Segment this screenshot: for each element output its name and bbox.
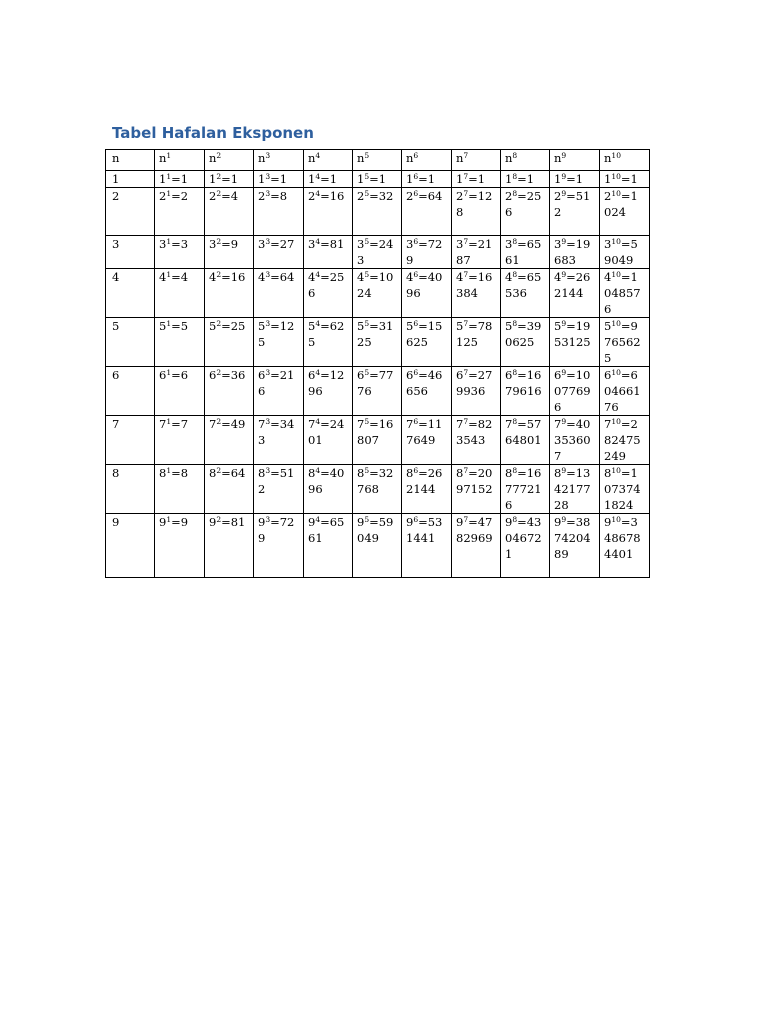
power-cell: $1^7=1$ bbox=[452, 171, 501, 188]
power-cell: $1^1=1$ bbox=[155, 171, 205, 188]
exponent: 8 bbox=[512, 151, 518, 160]
power-cell: $3^7=2187$ bbox=[452, 236, 501, 269]
exponent: 7 bbox=[463, 172, 469, 181]
base-cell: 6 bbox=[106, 367, 155, 416]
exponent: 9 bbox=[561, 151, 567, 160]
exponent: 1 bbox=[166, 417, 172, 426]
power-cell: $9^8=43046721$ bbox=[501, 514, 550, 578]
power-cell: $4^9=262144$ bbox=[550, 269, 600, 318]
exponent: 10 bbox=[611, 237, 621, 246]
exponent: 10 bbox=[611, 515, 621, 524]
table-row bbox=[106, 514, 650, 578]
power-cell: $2^4=16$ bbox=[304, 188, 353, 236]
power-cell: $5^9=1953125$ bbox=[550, 318, 600, 367]
exponent: 5 bbox=[364, 237, 370, 246]
header-cell-power: $n^8$ bbox=[501, 150, 550, 171]
base-cell: 4 bbox=[106, 269, 155, 318]
exponent: 9 bbox=[561, 515, 567, 524]
exponent: 3 bbox=[265, 417, 271, 426]
power-cell: $2^2=4$ bbox=[205, 188, 254, 236]
power-cell: $2^5=32$ bbox=[353, 188, 402, 236]
exponent: 10 bbox=[611, 417, 621, 426]
exponent: 3 bbox=[265, 237, 271, 246]
power-cell: $1^8=1$ bbox=[501, 171, 550, 188]
exponent: 2 bbox=[216, 319, 222, 328]
exponent: 1 bbox=[166, 466, 172, 475]
header-cell-power: $n^2$ bbox=[205, 150, 254, 171]
exponent: 8 bbox=[512, 368, 518, 377]
power-cell: $2^7=128$ bbox=[452, 188, 501, 236]
power-cell: $8^9=134217728$ bbox=[550, 465, 600, 514]
exponent: 1 bbox=[166, 172, 172, 181]
exponent: 9 bbox=[561, 319, 567, 328]
exponent: 3 bbox=[265, 151, 271, 160]
power-cell: $9^9=387420489$ bbox=[550, 514, 600, 578]
exponent: 6 bbox=[413, 368, 419, 377]
base-cell: 1 bbox=[106, 171, 155, 188]
exponent: 3 bbox=[265, 515, 271, 524]
exponent: 7 bbox=[463, 319, 469, 328]
exponent: 8 bbox=[512, 172, 518, 181]
power-cell: $7^9=40353607$ bbox=[550, 416, 600, 465]
power-cell: $2^3=8$ bbox=[254, 188, 304, 236]
exponent: 4 bbox=[315, 368, 321, 377]
power-cell: $9^2=81$ bbox=[205, 514, 254, 578]
power-cell: $9^5=59049$ bbox=[353, 514, 402, 578]
exponent: 2 bbox=[216, 237, 222, 246]
power-cell: $6^7=279936$ bbox=[452, 367, 501, 416]
power-cell: $5^7=78125$ bbox=[452, 318, 501, 367]
header-cell-n: n bbox=[106, 150, 155, 171]
power-cell: $6^2=36$ bbox=[205, 367, 254, 416]
base-cell: 2 bbox=[106, 188, 155, 236]
power-cell: $1^6=1$ bbox=[402, 171, 452, 188]
exponent: 2 bbox=[216, 270, 222, 279]
power-cell: $4^5=1024$ bbox=[353, 269, 402, 318]
exponent: 5 bbox=[364, 172, 370, 181]
exponent: 10 bbox=[611, 172, 621, 181]
exponent: 4 bbox=[315, 417, 321, 426]
exponent: 6 bbox=[413, 172, 419, 181]
base-cell: 3 bbox=[106, 236, 155, 269]
power-cell: $5^{10}=9765625$ bbox=[600, 318, 650, 367]
power-cell: $5^6=15625$ bbox=[402, 318, 452, 367]
exponent: 3 bbox=[265, 189, 271, 198]
header-cell-power: $n^4$ bbox=[304, 150, 353, 171]
header-cell-power: $n^9$ bbox=[550, 150, 600, 171]
power-cell: $6^1=6$ bbox=[155, 367, 205, 416]
exponent: 5 bbox=[364, 515, 370, 524]
power-cell: $8^7=2097152$ bbox=[452, 465, 501, 514]
power-cell: $1^4=1$ bbox=[304, 171, 353, 188]
exponent: 2 bbox=[216, 189, 222, 198]
exponent: 9 bbox=[561, 368, 567, 377]
table-row bbox=[106, 465, 650, 514]
exponent: 8 bbox=[512, 515, 518, 524]
exponent: 3 bbox=[265, 466, 271, 475]
exponent: 5 bbox=[364, 270, 370, 279]
power-cell: $1^{10}=1$ bbox=[600, 171, 650, 188]
power-cell: $7^4=2401$ bbox=[304, 416, 353, 465]
power-cell: $2^{10}=1024$ bbox=[600, 188, 650, 236]
power-cell: $3^5=243$ bbox=[353, 236, 402, 269]
power-cell: $5^3=125$ bbox=[254, 318, 304, 367]
power-cell: $3^9=19683$ bbox=[550, 236, 600, 269]
exponent: 2 bbox=[216, 368, 222, 377]
power-cell: $3^2=9$ bbox=[205, 236, 254, 269]
table-header-row bbox=[106, 150, 650, 171]
exponent: 5 bbox=[364, 466, 370, 475]
table-row bbox=[106, 416, 650, 465]
exponent: 6 bbox=[413, 151, 419, 160]
power-cell: $8^3=512$ bbox=[254, 465, 304, 514]
exponent: 1 bbox=[166, 368, 172, 377]
exponent: 4 bbox=[315, 466, 321, 475]
power-cell: $9^7=4782969$ bbox=[452, 514, 501, 578]
exponent: 7 bbox=[463, 237, 469, 246]
exponent: 4 bbox=[315, 172, 321, 181]
exponent: 10 bbox=[611, 368, 621, 377]
exponent-table bbox=[105, 149, 650, 578]
exponent: 2 bbox=[216, 172, 222, 181]
exponent: 7 bbox=[463, 151, 469, 160]
exponent: 5 bbox=[364, 319, 370, 328]
power-cell: $6^5=7776$ bbox=[353, 367, 402, 416]
power-cell: $7^8=5764801$ bbox=[501, 416, 550, 465]
exponent: 6 bbox=[413, 319, 419, 328]
table-row bbox=[106, 188, 650, 236]
power-cell: $3^4=81$ bbox=[304, 236, 353, 269]
exponent: 7 bbox=[463, 270, 469, 279]
power-cell: $9^{10}=3486784401$ bbox=[600, 514, 650, 578]
exponent: 4 bbox=[315, 189, 321, 198]
power-cell: $7^6=117649$ bbox=[402, 416, 452, 465]
exponent: 1 bbox=[166, 270, 172, 279]
exponent: 2 bbox=[216, 515, 222, 524]
exponent: 1 bbox=[166, 151, 172, 160]
power-cell: $5^4=625$ bbox=[304, 318, 353, 367]
power-cell: $6^3=216$ bbox=[254, 367, 304, 416]
exponent: 9 bbox=[561, 189, 567, 198]
power-cell: $2^6=64$ bbox=[402, 188, 452, 236]
exponent: 9 bbox=[561, 237, 567, 246]
exponent: 4 bbox=[315, 151, 321, 160]
power-cell: $8^1=8$ bbox=[155, 465, 205, 514]
power-cell: $3^6=729$ bbox=[402, 236, 452, 269]
exponent: 1 bbox=[166, 189, 172, 198]
exponent: 5 bbox=[364, 368, 370, 377]
exponent: 6 bbox=[413, 270, 419, 279]
exponent: 10 bbox=[611, 270, 621, 279]
power-cell: $7^3=343$ bbox=[254, 416, 304, 465]
power-cell: $5^2=25$ bbox=[205, 318, 254, 367]
exponent: 3 bbox=[265, 368, 271, 377]
header-cell-power: $n^7$ bbox=[452, 150, 501, 171]
power-cell: $1^3=1$ bbox=[254, 171, 304, 188]
exponent: 8 bbox=[512, 466, 518, 475]
exponent: 8 bbox=[512, 270, 518, 279]
exponent: 1 bbox=[166, 237, 172, 246]
power-cell: $3^1=3$ bbox=[155, 236, 205, 269]
base-cell: 9 bbox=[106, 514, 155, 578]
power-cell: $4^6=4096$ bbox=[402, 269, 452, 318]
power-cell: $4^2=16$ bbox=[205, 269, 254, 318]
exponent: 10 bbox=[611, 189, 621, 198]
power-cell: $7^2=49$ bbox=[205, 416, 254, 465]
exponent: 5 bbox=[364, 151, 370, 160]
table-row bbox=[106, 236, 650, 269]
power-cell: $9^3=729$ bbox=[254, 514, 304, 578]
exponent: 4 bbox=[315, 270, 321, 279]
power-cell: $8^{10}=1073741824$ bbox=[600, 465, 650, 514]
power-cell: $4^3=64$ bbox=[254, 269, 304, 318]
exponent: 7 bbox=[463, 515, 469, 524]
exponent: 5 bbox=[364, 189, 370, 198]
exponent: 3 bbox=[265, 319, 271, 328]
exponent: 4 bbox=[315, 515, 321, 524]
exponent: 2 bbox=[216, 151, 222, 160]
base-cell: 5 bbox=[106, 318, 155, 367]
exponent: 7 bbox=[463, 368, 469, 377]
power-cell: $2^8=256$ bbox=[501, 188, 550, 236]
base-cell: 8 bbox=[106, 465, 155, 514]
power-cell: $3^{10}=59049$ bbox=[600, 236, 650, 269]
header-cell-power: $n^1$ bbox=[155, 150, 205, 171]
power-cell: $9^4=6561$ bbox=[304, 514, 353, 578]
power-cell: $5^8=390625$ bbox=[501, 318, 550, 367]
power-cell: $7^5=16807$ bbox=[353, 416, 402, 465]
table-row bbox=[106, 171, 650, 188]
header-cell-power: $n^{10}$ bbox=[600, 150, 650, 171]
power-cell: $6^4=1296$ bbox=[304, 367, 353, 416]
power-cell: $6^6=46656$ bbox=[402, 367, 452, 416]
power-cell: $8^5=32768$ bbox=[353, 465, 402, 514]
power-cell: $8^2=64$ bbox=[205, 465, 254, 514]
exponent: 2 bbox=[216, 417, 222, 426]
exponent: 9 bbox=[561, 270, 567, 279]
power-cell: $1^5=1$ bbox=[353, 171, 402, 188]
exponent: 1 bbox=[166, 515, 172, 524]
power-cell: $9^6=531441$ bbox=[402, 514, 452, 578]
exponent: 8 bbox=[512, 237, 518, 246]
power-cell: $2^9=512$ bbox=[550, 188, 600, 236]
power-cell: $5^1=5$ bbox=[155, 318, 205, 367]
exponent: 7 bbox=[463, 466, 469, 475]
exponent: 10 bbox=[611, 466, 621, 475]
exponent: 3 bbox=[265, 172, 271, 181]
power-cell: $6^8=1679616$ bbox=[501, 367, 550, 416]
power-cell: $8^8=16777216$ bbox=[501, 465, 550, 514]
power-cell: $2^1=2$ bbox=[155, 188, 205, 236]
exponent: 6 bbox=[413, 466, 419, 475]
exponent: 7 bbox=[463, 417, 469, 426]
document-title: Tabel Hafalan Eksponen bbox=[112, 124, 314, 142]
exponent: 5 bbox=[364, 417, 370, 426]
exponent: 9 bbox=[561, 417, 567, 426]
exponent: 6 bbox=[413, 189, 419, 198]
base-cell: 7 bbox=[106, 416, 155, 465]
power-cell: $6^9=10077696$ bbox=[550, 367, 600, 416]
power-cell: $4^8=65536$ bbox=[501, 269, 550, 318]
power-cell: $4^4=256$ bbox=[304, 269, 353, 318]
header-cell-power: $n^6$ bbox=[402, 150, 452, 171]
power-cell: $4^7=16384$ bbox=[452, 269, 501, 318]
table-row bbox=[106, 269, 650, 318]
header-cell-power: $n^3$ bbox=[254, 150, 304, 171]
exponent: 6 bbox=[413, 237, 419, 246]
table-row bbox=[106, 367, 650, 416]
table-row bbox=[106, 318, 650, 367]
power-cell: $8^4=4096$ bbox=[304, 465, 353, 514]
power-cell: $6^{10}=60466176$ bbox=[600, 367, 650, 416]
exponent: 7 bbox=[463, 189, 469, 198]
exponent: 4 bbox=[315, 237, 321, 246]
power-cell: $7^1=7$ bbox=[155, 416, 205, 465]
power-cell: $9^1=9$ bbox=[155, 514, 205, 578]
exponent: 4 bbox=[315, 319, 321, 328]
exponent: 2 bbox=[216, 466, 222, 475]
power-cell: $4^{10}=1048576$ bbox=[600, 269, 650, 318]
power-cell: $5^5=3125$ bbox=[353, 318, 402, 367]
power-cell: $7^{10}=282475249$ bbox=[600, 416, 650, 465]
exponent: 8 bbox=[512, 189, 518, 198]
exponent: 10 bbox=[611, 319, 621, 328]
power-cell: $8^6=262144$ bbox=[402, 465, 452, 514]
exponent: 9 bbox=[561, 466, 567, 475]
exponent: 10 bbox=[611, 151, 621, 160]
exponent: 3 bbox=[265, 270, 271, 279]
power-cell: $1^9=1$ bbox=[550, 171, 600, 188]
header-cell-power: $n^5$ bbox=[353, 150, 402, 171]
exponent: 6 bbox=[413, 417, 419, 426]
exponent: 8 bbox=[512, 319, 518, 328]
power-cell: $7^7=823543$ bbox=[452, 416, 501, 465]
power-cell: $1^2=1$ bbox=[205, 171, 254, 188]
exponent: 9 bbox=[561, 172, 567, 181]
power-cell: $4^1=4$ bbox=[155, 269, 205, 318]
exponent: 8 bbox=[512, 417, 518, 426]
exponent: 6 bbox=[413, 515, 419, 524]
power-cell: $3^8=6561$ bbox=[501, 236, 550, 269]
exponent: 1 bbox=[166, 319, 172, 328]
power-cell: $3^3=27$ bbox=[254, 236, 304, 269]
